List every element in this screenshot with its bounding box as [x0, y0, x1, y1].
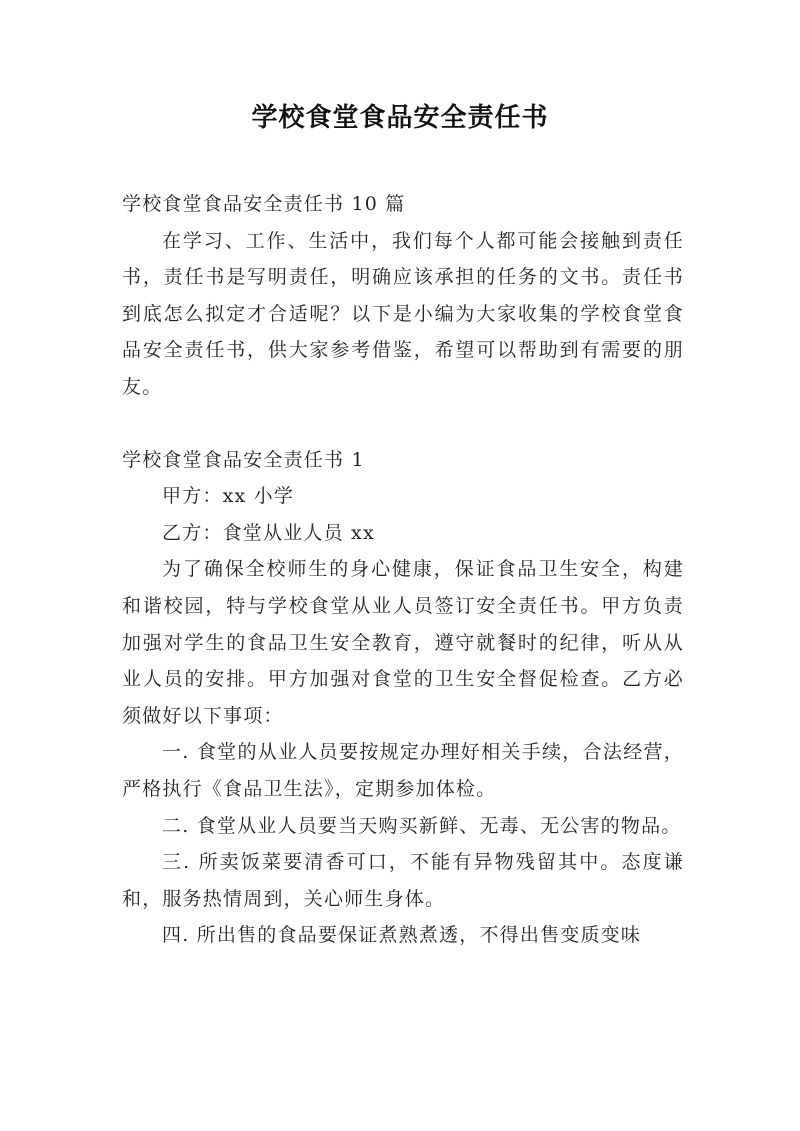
- document-subtitle: 学校食堂食品安全责任书 10 篇: [122, 193, 406, 215]
- item-paragraph: 二. 食堂从业人员要当天购买新鲜、无毒、无公害的物品。: [162, 814, 682, 837]
- paragraph-gap: [122, 406, 684, 442]
- item-paragraph: 四. 所出售的食品要保证煮熟煮透，不得出售变质变味: [162, 924, 642, 947]
- item-paragraph: 一. 食堂的从业人员要按规定办理好相关手续，合法经营，严格执行《食品卫生法》，定期参加体检。: [122, 741, 684, 800]
- purpose-paragraph: 为了确保全校师生的身心健康，保证食品卫生安全，构建和谐校园，特与学校食堂从业人员签订安全责任书。甲方负责加强对学生的食品卫生安全教育，遵守就餐时的纪律，听从从业人员的安排。甲方加强对食堂的卫生安全督促检查。乙方必须做好以下事项：: [122, 558, 684, 727]
- party-b: 乙方：食堂从业人员 xx: [162, 521, 375, 544]
- document-title: 学校食堂食品安全责任书: [251, 103, 549, 133]
- section-heading: 学校食堂食品安全责任书 1: [122, 448, 365, 471]
- item-paragraph: 三. 所卖饭菜要清香可口，不能有异物残留其中。态度谦和，服务热情周到，关心师生身体。: [122, 851, 684, 910]
- intro-paragraph: 在学习、工作、生活中，我们每个人都可能会接触到责任书，责任书是写明责任，明确应该承担的任务的文书。责任书到底怎么拟定才合适呢？以下是小编为大家收集的学校食堂食品安全责任书，供大家参考借鉴，希望可以帮助到有需要的朋友。: [122, 229, 684, 398]
- party-a: 甲方：xx 小学: [162, 485, 295, 508]
- document-body: [122, 186, 684, 954]
